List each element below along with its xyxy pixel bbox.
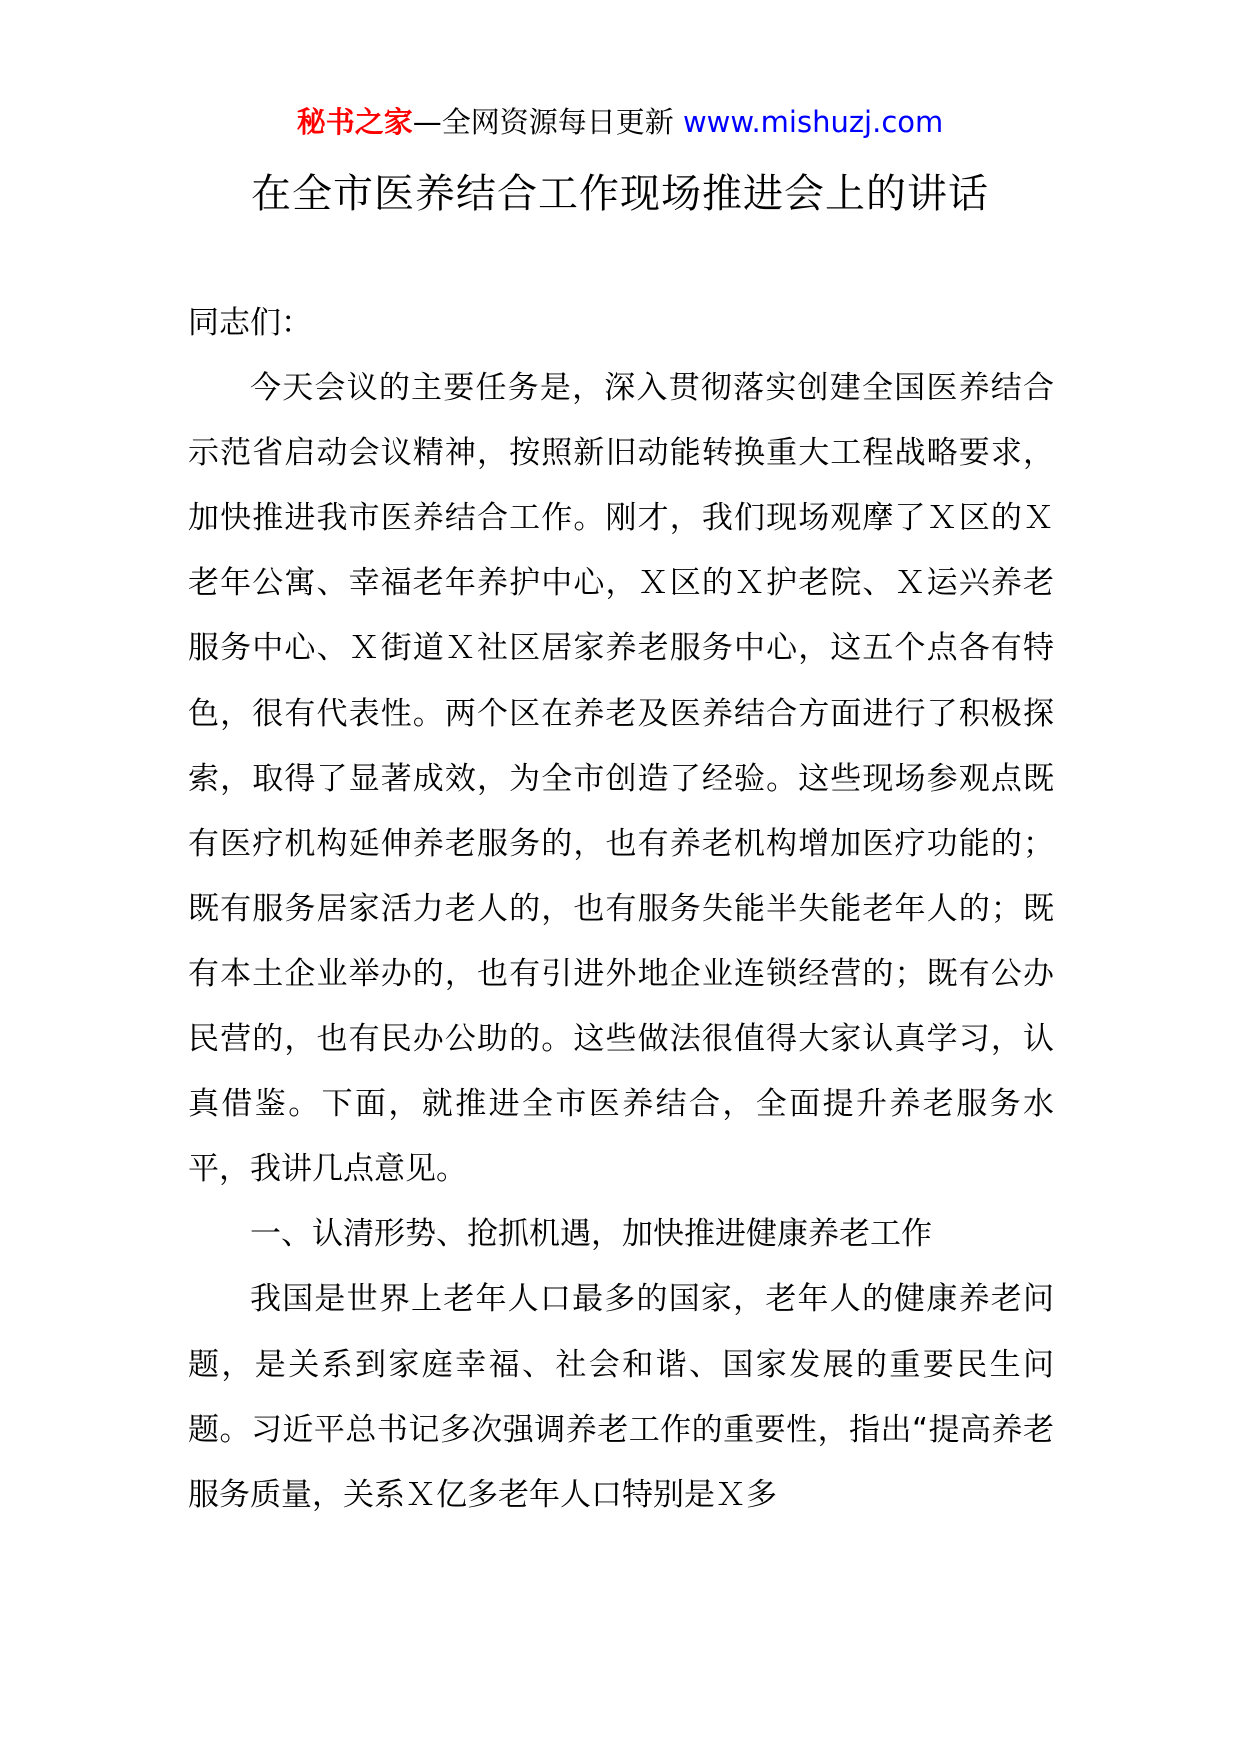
body-paragraph: 今天会议的主要任务是，深入贯彻落实创建全国医养结合示范省启动会议精神，按照新旧动能转换重大工程战略要求，加快推进我市医养结合工作。刚才，我们现场观摩了Ｘ区的Ｘ老年公寓、幸福老年养护中心，Ｘ区的Ｘ护老院、Ｘ运兴养老服务中心、Ｘ街道Ｘ社区居家养老服务中心，这五个点各有特色，很有代表性。两个区在养老及医养结合方面进行了积极探索，取得了显著成效，为全市创造了经验。这些现场参观点既有医疗机构延伸养老服务的，也有养老机构增加医疗功能的；既有服务居家活力老人的，也有服务失能半失能老年人的；既有本土企业举办的，也有引进外地企业连锁经营的；既有公办民营的，也有民办公助的。这些做法很值得大家认真学习，认真借鉴。下面，就推进全市医养结合，全面提升养老服务水平，我讲几点意见。 bbox=[188, 370, 1054, 1188]
site-url-link[interactable]: www.mishuzj.com bbox=[682, 105, 944, 139]
document-body bbox=[188, 291, 1054, 1528]
document-title: 在全市医养结合工作现场推进会上的讲话 bbox=[251, 171, 989, 217]
header-slogan: —全网资源每日更新 bbox=[412, 105, 674, 139]
section-paragraph: 我国是世界上老年人口最多的国家，老年人的健康养老问题，是关系到家庭幸福、社会和谐、国家发展的重要民生问题。习近平总书记多次强调养老工作的重要性，指出“提高养老服务质量，关系Ｘ亿多老年人口特别是Ｘ多 bbox=[188, 1281, 1054, 1513]
salutation: 同志们： bbox=[188, 305, 312, 341]
brand-name: 秘书之家 bbox=[296, 105, 413, 139]
site-header bbox=[0, 100, 1240, 144]
section-heading: 一、认清形势、抢抓机遇，加快推进健康养老工作 bbox=[250, 1216, 932, 1253]
